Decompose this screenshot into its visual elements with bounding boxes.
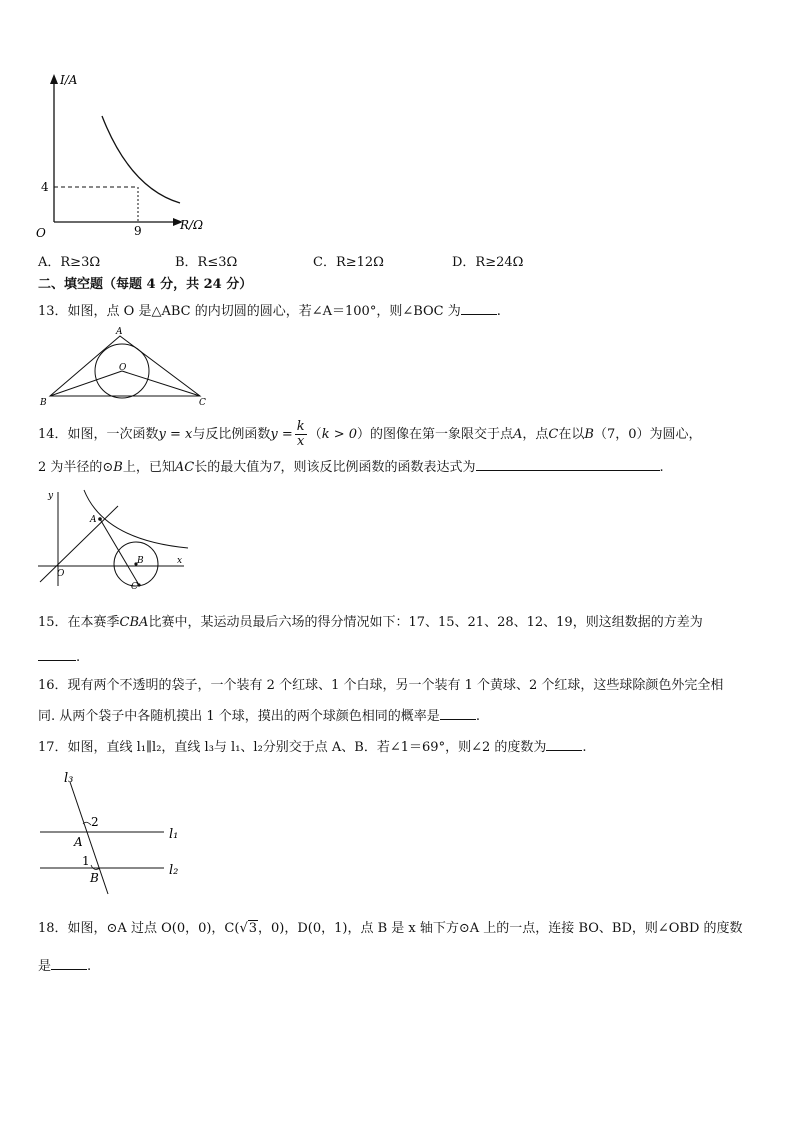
point-a-dot xyxy=(98,517,102,521)
q14-l2-ac: AC xyxy=(174,460,195,475)
q15-end: . xyxy=(76,650,81,665)
option-b: B．R≤3Ω xyxy=(175,255,238,270)
option-a: A．R≥3Ω xyxy=(38,255,101,270)
q14-eq-inverse: y = xyxy=(270,427,293,442)
label-b: B xyxy=(90,871,99,885)
label-b: B xyxy=(137,556,144,566)
q14-l2-a: 2 为半径的⊙ xyxy=(38,460,114,475)
q14-text-1: 14．如图，一次函数 xyxy=(38,427,159,442)
q16-answer-blank xyxy=(440,707,476,720)
q15-answer-blank xyxy=(38,648,76,661)
q18-answer-blank xyxy=(51,957,87,970)
line-y-eq-x xyxy=(40,506,118,582)
option-d: D．R≥24Ω xyxy=(452,255,524,270)
question-17 xyxy=(38,738,587,757)
q14-text-4: ）的图像在第一象限交于点 xyxy=(357,427,514,442)
q14-l2-c: 上，已知 xyxy=(122,460,175,475)
q18-end: . xyxy=(87,959,92,974)
q14-frac-num: k xyxy=(296,419,305,434)
label-o: O xyxy=(57,569,65,579)
x-axis-label: R/Ω xyxy=(180,218,204,232)
q15-cba: CBA xyxy=(119,615,149,630)
q18-sqrt3: 3 xyxy=(248,921,258,936)
q14-fraction xyxy=(295,420,307,449)
question-15-line2 xyxy=(38,648,80,667)
q14-l2-b: B xyxy=(113,460,123,475)
label-a: A xyxy=(90,515,97,525)
label-c: C xyxy=(199,398,206,408)
q17-end: . xyxy=(582,740,587,755)
q12-graph xyxy=(30,70,220,245)
q14-text-2: 与反比例函数 xyxy=(192,427,271,442)
q13-answer-blank xyxy=(461,302,497,315)
q14-eq-linear: y = x xyxy=(158,427,193,442)
q15-text-2: 比赛中，某运动员最后六场的得分情况如下：17、15、21、28、12、19，则这组数据的方差为 xyxy=(148,615,703,630)
question-15-line1 xyxy=(38,614,703,632)
origin-label: O xyxy=(36,226,46,240)
label-c: C xyxy=(131,582,138,590)
q14-point-c: C xyxy=(548,427,559,442)
y-axis-label: I/A xyxy=(60,73,78,87)
q13-text: 13．如图，点 O 是△ABC 的内切圆的圆心，若∠A＝100°，则∠BOC 为 xyxy=(38,304,461,319)
label-angle-2: 2 xyxy=(91,815,99,829)
label-o: O xyxy=(119,363,127,373)
q16-end: . xyxy=(475,709,480,724)
q17-text: 17．如图，直线 l₁∥l₂，直线 l₃与 l₁、l₂分别交于点 A、B．若∠1＝69°，则∠2 的度数为 xyxy=(38,740,547,755)
q14-l2-e: ，则该反比例函数的函数表达式为 xyxy=(280,460,476,475)
label-l2: l₂ xyxy=(169,863,179,878)
inverse-curve xyxy=(102,116,180,203)
q14-frac-den: x xyxy=(297,434,305,449)
q18-text-1: 18．如图，⊙A 过点 O(0，0)，C( xyxy=(38,921,240,936)
sqrt-symbol: √ xyxy=(239,921,248,936)
label-l3: l₃ xyxy=(64,771,74,786)
option-c: C．R≥12Ω xyxy=(313,255,384,270)
y-axis-arrow xyxy=(50,74,58,84)
label-b: B xyxy=(40,398,47,408)
label-y: y xyxy=(48,491,54,501)
q14-l2-d: 长的最大值为 xyxy=(194,460,273,475)
question-16-line1: 16．现有两个不透明的袋子，一个装有 2 个红球、1 个白球，另一个装有 1 个黄球、2 个红球，这些球除颜色外完全相 xyxy=(38,678,724,693)
q14-answer-blank xyxy=(476,458,660,471)
q14-condition: k > 0 xyxy=(321,427,357,442)
question-18-line1 xyxy=(38,920,743,938)
q16-text: 同. 从两个袋子中各随机摸出 1 个球，摸出的两个球颜色相同的概率是 xyxy=(38,709,440,724)
q18-text-3: 是 xyxy=(38,959,52,974)
segment-oc xyxy=(122,371,200,396)
question-14-line1 xyxy=(38,420,702,450)
q14-point-b: B xyxy=(584,427,594,442)
q18-text-2: ，0)，D(0，1)，点 B 是 x 轴下方⊙A 上的一点，连接 BO、BD，则∠OBD 的度数 xyxy=(258,921,743,936)
q14-l2-seven: 7 xyxy=(272,460,281,475)
label-a: A xyxy=(74,835,83,849)
q14-text-6: 在以 xyxy=(558,427,585,442)
question-14-line2 xyxy=(38,458,664,477)
q14-l2-end: . xyxy=(659,460,664,475)
question-18-line2 xyxy=(38,957,91,976)
question-16-line2 xyxy=(38,707,480,726)
section-title: 二、填空题（每题 4 分，共 24 分） xyxy=(38,277,253,292)
q13-figure xyxy=(36,324,216,410)
label-angle-1: 1 xyxy=(82,854,90,868)
q14-text-7: （7，0）为圆心， xyxy=(593,427,702,442)
q14-text-5: ，点 xyxy=(522,427,549,442)
q17-answer-blank xyxy=(546,738,582,751)
segment-ob xyxy=(50,371,122,396)
q14-figure xyxy=(34,486,204,590)
q13-end: . xyxy=(496,304,501,319)
q15-text-1: 15．在本赛季 xyxy=(38,615,120,630)
label-l1: l₁ xyxy=(169,827,179,842)
q17-figure xyxy=(36,768,196,898)
question-13 xyxy=(38,302,501,321)
q14-point-a: A xyxy=(513,427,523,442)
y-tick-label: 4 xyxy=(41,180,49,194)
q14-text-3: （ xyxy=(308,427,322,442)
x-tick-label: 9 xyxy=(134,224,142,238)
label-a: A xyxy=(116,327,123,337)
label-x: x xyxy=(177,556,183,566)
